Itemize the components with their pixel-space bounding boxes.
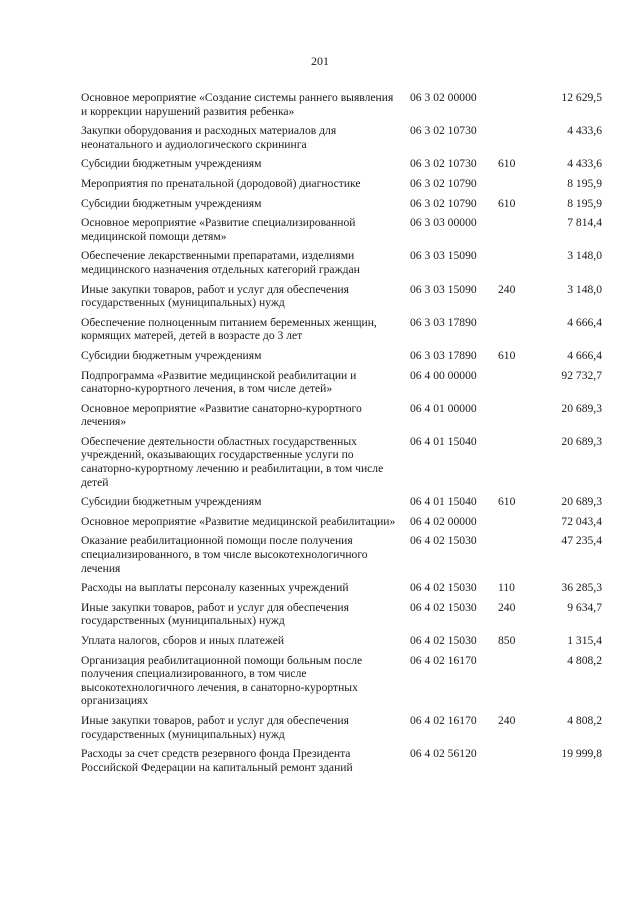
row-amount: 20 689,3 bbox=[561, 434, 602, 448]
row-amount: 4 808,2 bbox=[567, 653, 602, 667]
row-code: 06 3 03 17890 bbox=[410, 348, 477, 362]
row-code: 06 3 03 15090 bbox=[410, 249, 477, 263]
row-amount: 20 689,3 bbox=[561, 401, 602, 415]
table-row bbox=[0, 634, 640, 648]
row-expense-type: 610 bbox=[498, 495, 516, 509]
table-row bbox=[0, 124, 640, 151]
table-row bbox=[0, 283, 640, 310]
row-name: Уплата налогов, сборов и иных платежей bbox=[81, 634, 285, 647]
row-code: 06 4 02 00000 bbox=[410, 514, 477, 528]
row-code: 06 3 03 00000 bbox=[410, 216, 477, 230]
row-name: Иные закупки товаров, работ и услуг для обеспечения государственных (муниципальных) нужд bbox=[81, 282, 349, 310]
row-amount: 92 732,7 bbox=[561, 368, 602, 382]
table-row bbox=[0, 91, 640, 118]
row-expense-type: 240 bbox=[498, 600, 516, 614]
row-name: Мероприятия по пренатальной (дородовой) диагностике bbox=[81, 176, 361, 190]
table-row bbox=[0, 157, 640, 171]
row-code: 06 4 02 56120 bbox=[410, 747, 477, 761]
row-code: 06 3 02 10730 bbox=[410, 157, 477, 171]
row-name: Закупки оборудования и расходных материалов для неонатального и аудиологического скрининга bbox=[81, 124, 337, 151]
row-name: Основное мероприятие «Развитие медицинской реабилитации» bbox=[81, 514, 396, 528]
row-expense-type: 110 bbox=[498, 581, 515, 595]
page-number: 201 bbox=[311, 54, 329, 68]
table-row bbox=[0, 654, 640, 708]
row-code: 06 4 01 15040 bbox=[410, 495, 477, 509]
row-name: Основное мероприятие «Развитие санаторно-курортного лечения» bbox=[81, 401, 362, 429]
row-name: Оказание реабилитационной помощи после получения специализированного, в том числе высокотехнологичного лечения bbox=[81, 534, 368, 575]
row-name: Субсидии бюджетным учреждениям bbox=[81, 196, 262, 210]
table-row bbox=[0, 249, 640, 276]
row-code: 06 4 00 00000 bbox=[410, 368, 477, 382]
table-row bbox=[0, 714, 640, 741]
row-name: Субсидии бюджетным учреждениям bbox=[81, 495, 262, 509]
row-name: Субсидии бюджетным учреждениям bbox=[81, 348, 262, 362]
row-name: Организация реабилитационной помощи больным после получения специализированного, в том числе высокотехнологичного лечения, в санаторно-курортных организациях bbox=[81, 653, 363, 708]
row-name: Подпрограмма «Развитие медицинской реабилитации и санаторно-курортного лечения, в том числе детей» bbox=[81, 368, 357, 396]
row-code: 06 3 02 10790 bbox=[410, 176, 477, 190]
budget-table bbox=[0, 91, 640, 780]
row-amount: 9 634,7 bbox=[567, 600, 602, 614]
row-code: 06 4 02 15030 bbox=[410, 634, 477, 647]
row-amount: 1 315,4 bbox=[567, 634, 602, 647]
row-name: Обеспечение лекарственными препаратами, изделиями медицинского назначения отдельных категорий граждан bbox=[81, 249, 360, 276]
table-row bbox=[0, 197, 640, 211]
row-amount: 12 629,5 bbox=[561, 91, 602, 104]
row-amount: 36 285,3 bbox=[561, 581, 602, 595]
row-name: Иные закупки товаров, работ и услуг для обеспечения государственных (муниципальных) нужд bbox=[81, 600, 349, 628]
row-code: 06 3 03 15090 bbox=[410, 282, 477, 296]
row-amount: 20 689,3 bbox=[561, 495, 602, 509]
row-name: Основное мероприятие «Развитие специализированной медицинской помощи детям» bbox=[81, 216, 356, 243]
row-amount: 8 195,9 bbox=[567, 176, 602, 190]
table-row bbox=[0, 316, 640, 343]
table-row bbox=[0, 369, 640, 396]
row-name: Иные закупки товаров, работ и услуг для обеспечения государственных (муниципальных) нужд bbox=[81, 713, 349, 741]
row-code: 06 4 01 15040 bbox=[410, 434, 477, 448]
table-row bbox=[0, 515, 640, 529]
table-row bbox=[0, 495, 640, 509]
table-row bbox=[0, 177, 640, 191]
table-row bbox=[0, 534, 640, 575]
table-row bbox=[0, 349, 640, 363]
row-name: Основное мероприятие «Создание системы раннего выявления и коррекции нарушений развития ребенка» bbox=[81, 91, 394, 118]
row-expense-type: 610 bbox=[498, 196, 516, 210]
table-row bbox=[0, 402, 640, 429]
row-expense-type: 610 bbox=[498, 157, 516, 171]
row-amount: 47 235,4 bbox=[561, 534, 602, 548]
row-code: 06 4 02 15030 bbox=[410, 600, 477, 614]
row-amount: 4 433,6 bbox=[567, 157, 602, 171]
row-amount: 72 043,4 bbox=[561, 514, 602, 528]
row-amount: 19 999,8 bbox=[561, 747, 602, 761]
row-expense-type: 240 bbox=[498, 713, 516, 727]
table-row bbox=[0, 581, 640, 595]
row-code: 06 4 01 00000 bbox=[410, 401, 477, 415]
row-amount: 4 666,4 bbox=[567, 348, 602, 362]
table-row bbox=[0, 216, 640, 243]
row-amount: 8 195,9 bbox=[567, 196, 602, 210]
row-amount: 3 148,0 bbox=[567, 282, 602, 296]
table-row bbox=[0, 601, 640, 628]
row-expense-type: 850 bbox=[498, 634, 516, 647]
table-row bbox=[0, 747, 640, 774]
row-code: 06 3 03 17890 bbox=[410, 315, 477, 329]
row-code: 06 4 02 16170 bbox=[410, 653, 477, 667]
row-amount: 4 666,4 bbox=[567, 315, 602, 329]
row-name: Обеспечение полноценным питанием беременных женщин, кормящих матерей, детей в возрасте до 3 лет bbox=[81, 315, 377, 343]
row-amount: 4 808,2 bbox=[567, 713, 602, 727]
row-code: 06 3 02 00000 bbox=[410, 91, 477, 104]
row-expense-type: 610 bbox=[498, 348, 516, 362]
row-name: Обеспечение деятельности областных государственных учреждений, оказывающих государственные услуги по санаторно-курортному лечению и реабилитации, в том числе детей bbox=[81, 434, 384, 489]
row-name: Расходы на выплаты персоналу казенных учреждений bbox=[81, 581, 349, 595]
row-code: 06 4 02 16170 bbox=[410, 713, 477, 727]
row-expense-type: 240 bbox=[498, 282, 516, 296]
table-row bbox=[0, 435, 640, 489]
row-amount: 3 148,0 bbox=[567, 249, 602, 263]
row-amount: 4 433,6 bbox=[567, 124, 602, 138]
row-code: 06 3 02 10730 bbox=[410, 124, 477, 138]
row-code: 06 4 02 15030 bbox=[410, 534, 477, 548]
row-name: Субсидии бюджетным учреждениям bbox=[81, 157, 262, 171]
row-code: 06 4 02 15030 bbox=[410, 581, 477, 595]
row-name: Расходы за счет средств резервного фонда Президента Российской Федерации на капитальный ремонт зданий bbox=[81, 747, 353, 774]
row-amount: 7 814,4 bbox=[567, 216, 602, 230]
row-code: 06 3 02 10790 bbox=[410, 196, 477, 210]
